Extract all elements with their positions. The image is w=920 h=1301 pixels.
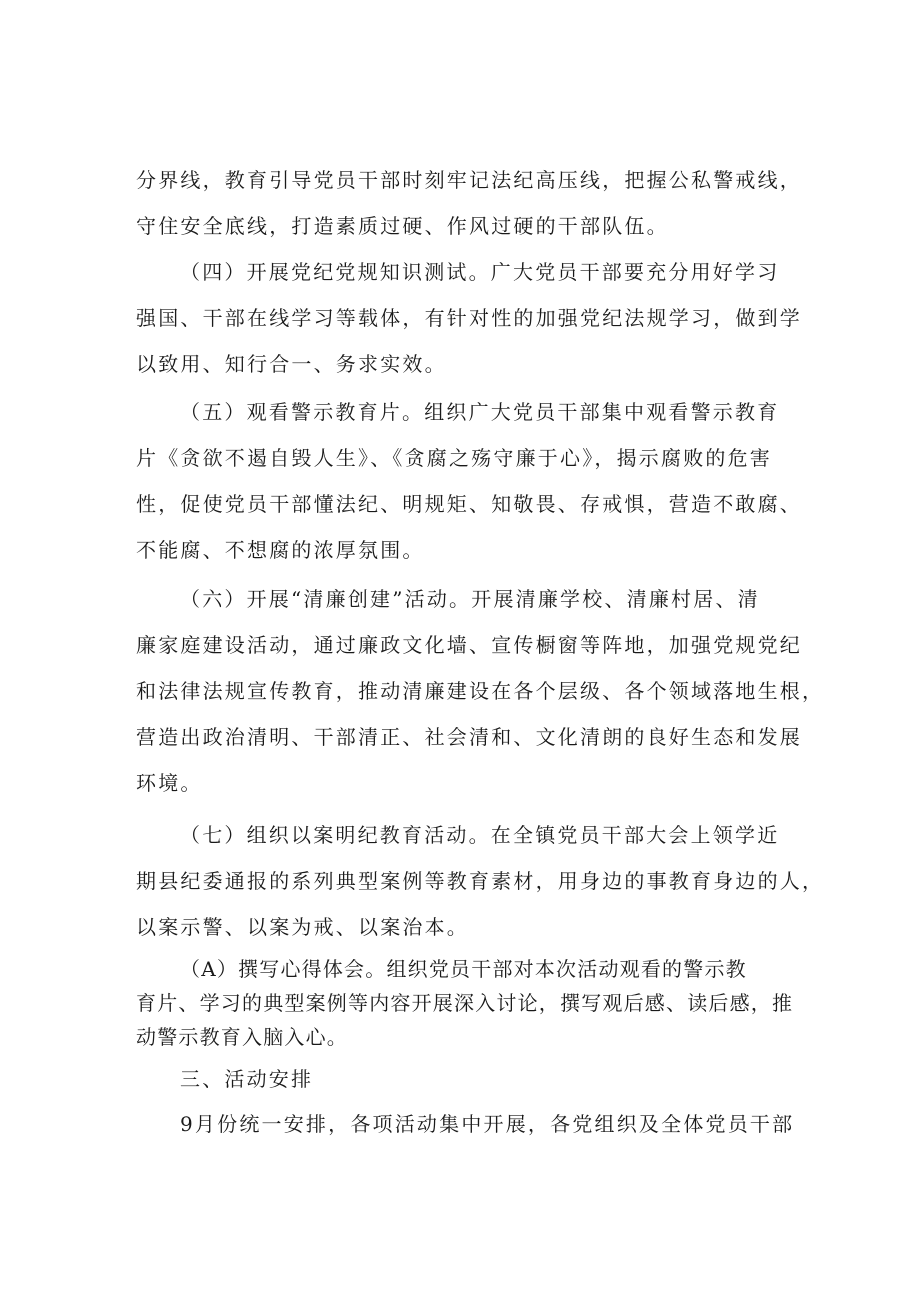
text-line: 以案示警、以案为戒、以案治本。 [136,915,469,939]
text-line: 性，促使党员干部懂法纪、明规矩、知敬畏、存戒惧，营造不敢腐、 [136,492,802,516]
paragraph-continuation [136,157,802,249]
paragraph-case-education [136,812,825,950]
text-line: 和法律法规宣传教育，推动清廉建设在各个层级、各个领域落地生根， [136,679,825,703]
text-line: （四）开展党纪党规知识测试。广大党员干部要充分用好学习 [180,260,780,284]
text-line: 不能腐、不想腐的浓厚氛围。 [136,538,425,562]
text-line: 守住安全底线，打造素质过硬、作风过硬的干部队伍。 [136,214,669,238]
text-line: 9月份统一安排，各项活动集中开展，各党组织及全体党员干部 [180,1112,795,1136]
heading-text: 三、活动安排 [180,1067,314,1091]
paragraph-clean-creation [136,576,825,806]
text-line: 动警示教育入脑入心。 [136,1025,348,1049]
text-line: 廉家庭建设活动，通过廉政文化墙、宣传橱窗等阵地，加强党规党纪 [136,633,802,657]
text-line: （七）组织以案明纪教育活动。在全镇党员干部大会上领学近 [180,823,780,847]
paragraph-schedule [136,1106,795,1142]
section-heading [136,1061,788,1097]
paragraph-reflection [136,952,794,1054]
text-line: 片《贪欲不遏自毁人生》、《贪腐之殇守廉于心》，揭示腐败的危害 [136,446,772,470]
text-line: 环境。 [136,771,203,795]
text-line: 营造出政治清明、干部清正、社会清和、文化清朗的良好生态和发展 [136,725,802,749]
text-line: 强国、干部在线学习等载体，有针对性的加强党纪法规学习，做到学 [136,306,802,330]
text-line: （六）开展“清廉创建”活动。开展清廉学校、清廉村居、清 [180,587,760,611]
text-line: 以致用、知行合一、务求实效。 [136,352,447,376]
paragraph-knowledge-test [136,249,802,387]
text-line: 期县纪委通报的系列典型案例等教育素材，用身边的事教育身边的人， [136,869,825,893]
text-line: （五）观看警示教育片。组织广大党员干部集中观看警示教育 [180,400,780,424]
text-line: （A）撰写心得体会。组织党员干部对本次活动观看的警示教 [180,957,747,981]
text-line: 分界线，教育引导党员干部时刻牢记法纪高压线，把握公私警戒线， [136,168,802,192]
paragraph-warning-film [136,389,802,573]
text-line: 育片、学习的典型案例等内容开展深入讨论，撰写观后感、读后感，推 [136,991,794,1015]
